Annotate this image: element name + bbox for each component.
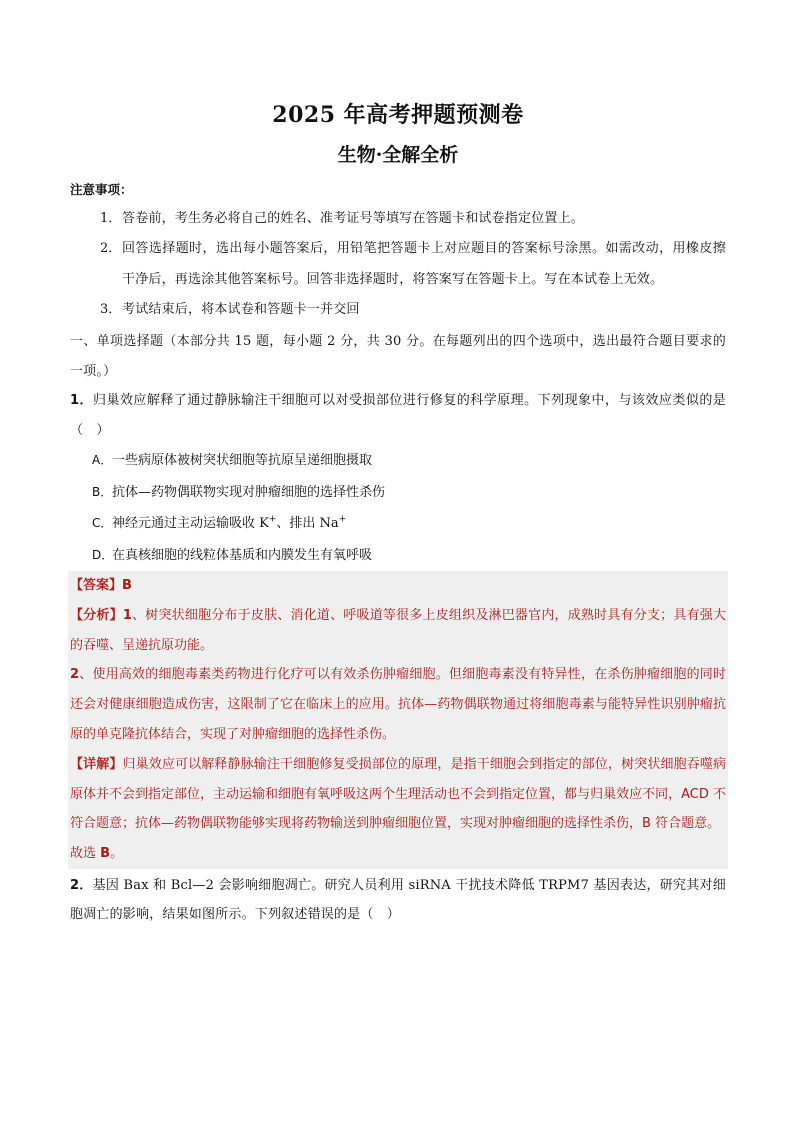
notice-item-text: 回答选择题时，选出每小题答案后，用铅笔把答题卡上对应题目的答案标号涂黑。如需改动，用橡皮擦干净后，再选涂其他答案标号。回答非选择题时，将答案写在答题卡上。写在本试卷上无效。 [122, 241, 726, 287]
answer-explanation-block [68, 571, 728, 869]
detail-text: 符合题意。 [650, 816, 721, 832]
question-1-stem [70, 386, 726, 445]
option-letter: A． [92, 453, 113, 467]
option-text: 一些病原体被树突状细胞等抗原呈递细胞摄取 [112, 453, 373, 468]
page-title: 2025 年高考押题预测卷 [272, 102, 524, 128]
analysis-1 [70, 601, 726, 661]
analysis-2 [70, 660, 726, 749]
conclusion [70, 839, 726, 869]
detail-text: 不符合题意；抗体—药物偶联物能够实现将药物输送到肿瘤细胞位置，实现对肿瘤细胞的选择性杀伤， [70, 786, 726, 832]
analysis-number: 1 [122, 607, 132, 623]
notice-item-number: 1． [100, 211, 122, 226]
option-c [92, 508, 726, 540]
option-letter: D． [92, 547, 114, 562]
option-letter: C． [92, 516, 113, 530]
superscript-plus: + [268, 514, 277, 525]
notice-item [100, 204, 726, 234]
notice-heading: 注意事项： [70, 182, 133, 197]
notice-item-text: 答卷前，考生务必将自己的姓名、准考证号等填写在答题卡和试卷指定位置上。 [122, 211, 585, 226]
detail-option-letter: B [642, 816, 651, 832]
page-subtitle: 生物·全解全析 [337, 144, 459, 166]
option-text: 抗体—药物偶联物实现对肿瘤细胞的选择性杀伤 [112, 484, 386, 500]
question-2-stem [70, 871, 726, 930]
detail [70, 750, 726, 839]
section-heading: 一、单项选择题（本部分共 15 题，每小题 2 分，共 30 分。在每题列出的四个选项中，选出最符合题目要求的一项。） [70, 334, 726, 379]
answer-value: B [122, 578, 132, 593]
analysis-tag: 【分析】 [70, 607, 123, 623]
analysis-text: 、使用高效的细胞毒素类药物进行化疗可以有效杀伤肿瘤细胞。但细胞毒素没有特异性，在杀伤肿瘤细胞的同时还会对健康细胞造成伤害，这限制了它在临床上的应用。抗体—药物偶联物通过将细胞毒素与能特异性识别肿瘤抗原的单克隆抗体结合，实现了对肿瘤细胞的选择性杀伤。 [70, 667, 726, 742]
analysis-number: 2 [70, 667, 80, 683]
notice-item-number: 2． [100, 241, 122, 256]
answer-tag: 【答案】 [70, 578, 123, 593]
question-number: 1． [70, 393, 93, 408]
conclusion-prefix: 故选 [70, 846, 101, 862]
option-text-mid: 、排出 Na [276, 516, 339, 531]
notice-item-number: 3． [100, 302, 122, 317]
option-a [92, 445, 726, 477]
option-text [112, 508, 346, 540]
answer-line [70, 571, 726, 601]
question-text: 基因 Bax 和 Bcl—2 会影响细胞凋亡。研究人员利用 siRNA 干扰技术降低 TRPM7 基因表达，研究其对细胞凋亡的影响，结果如图所示。下列叙述错误的是（ ） [70, 877, 726, 923]
detail-option-letters: ACD [681, 786, 709, 802]
analysis-text: 、树突状细胞分布于皮肤、消化道、呼吸道等很多上皮组织及淋巴器官内，成熟时具有分支；具有强大的吞噬、呈递抗原功能。 [70, 607, 726, 653]
option-text-prefix: 神经元通过主动运输吸收 K [112, 516, 269, 531]
superscript-plus: + [338, 514, 347, 525]
option-text: 在真核细胞的线粒体基质和内膜发生有氧呼吸 [112, 547, 373, 563]
option-letter: B． [92, 484, 113, 499]
notice-item [100, 295, 726, 325]
notice-item-text: 考试结束后，将本试卷和答题卡一并交回 [122, 302, 360, 317]
conclusion-letter: B [100, 846, 111, 862]
option-d [92, 540, 726, 572]
detail-text: 归巢效应可以解释静脉输注干细胞修复受损部位的原理，是指干细胞会到指定的部位，树突状细胞吞噬病原体并不会到指定部位，主动运输和细胞有氧呼吸这两个生理活动也不会到指定位置，都与归巢效应不同， [70, 756, 726, 802]
notice-item [100, 234, 726, 295]
conclusion-suffix: 。 [110, 846, 124, 862]
question-text: 归巢效应解释了通过静脉输注干细胞可以对受损部位进行修复的科学原理。下列现象中，与该效应类似的是（ ） [70, 393, 726, 438]
option-b [92, 477, 726, 509]
question-number: 2． [70, 877, 93, 893]
detail-tag: 【详解】 [70, 756, 123, 772]
